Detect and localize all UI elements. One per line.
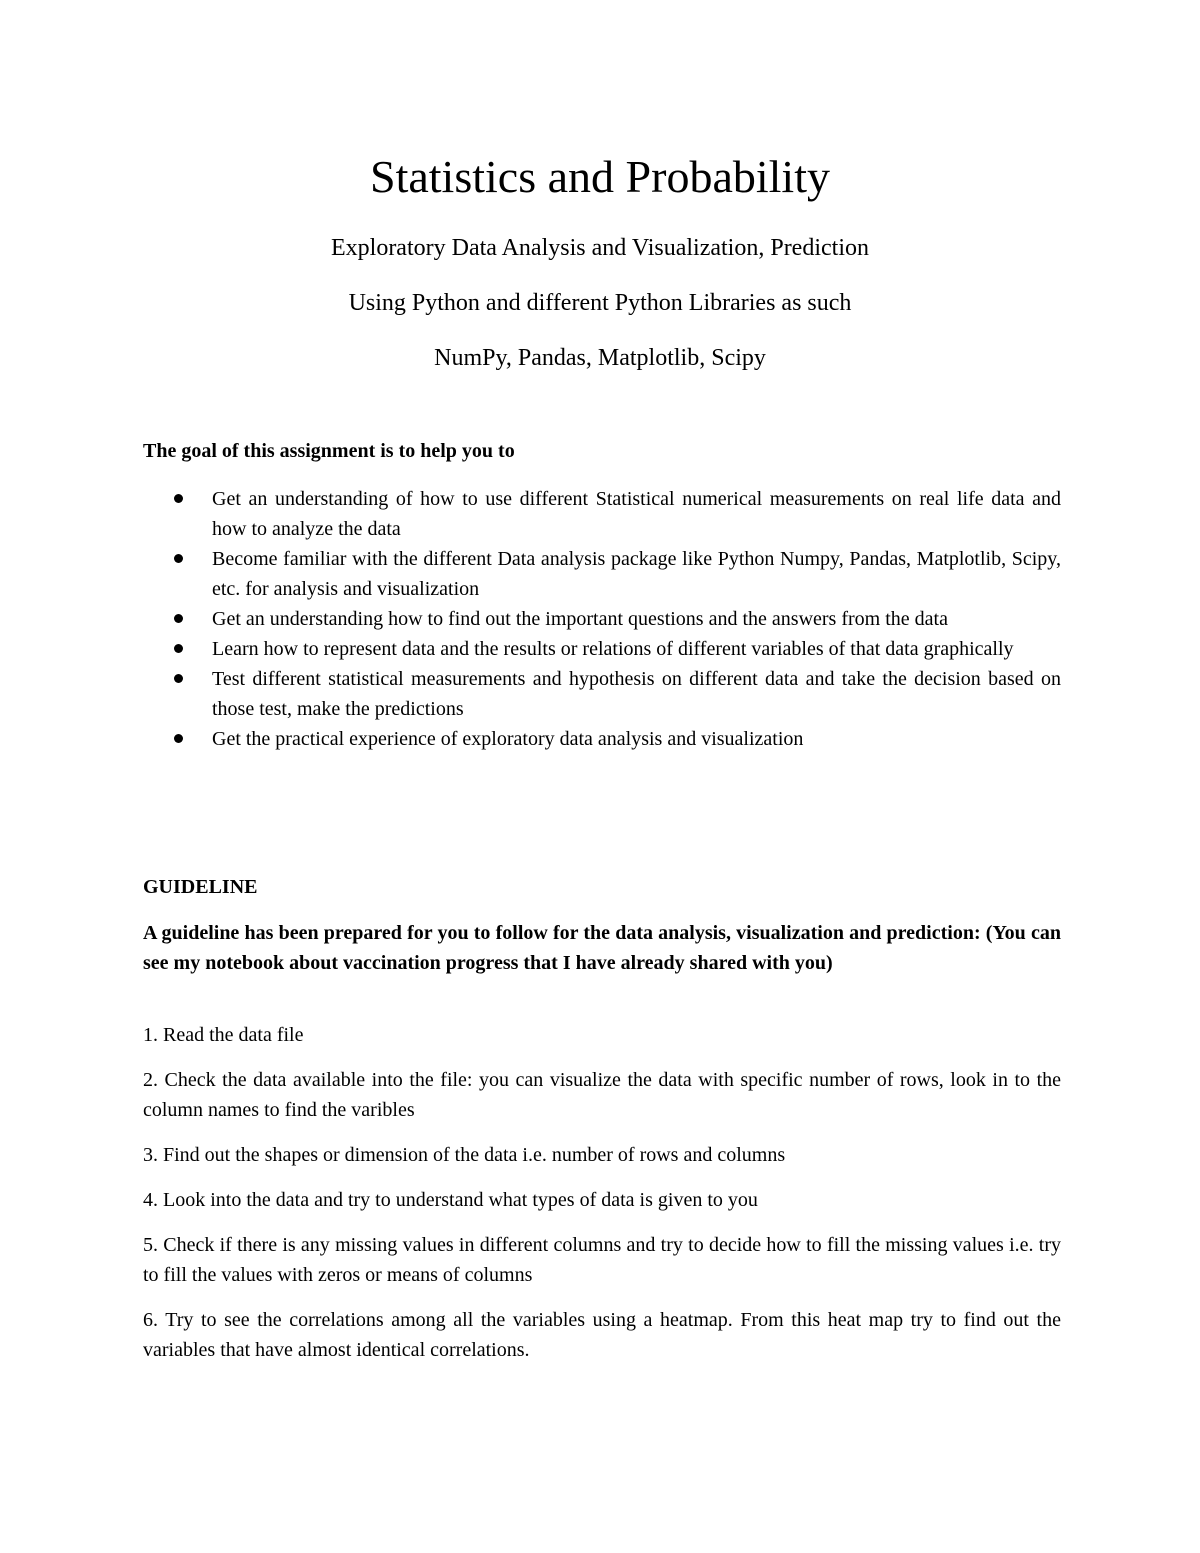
guideline-step: 1. Read the data file [143, 1024, 304, 1046]
guideline-step: 3. Find out the shapes or dimension of the data i.e. number of rows and columns [143, 1144, 786, 1166]
guideline-step: 5. Check if there is any missing values in different columns and try to decide how to fill the missing values i.e. try to fill the values with zeros or means of columns [143, 1234, 1061, 1286]
goal-item [143, 664, 1061, 724]
bullet-icon [174, 674, 183, 683]
subtitle-line-1: Exploratory Data Analysis and Visualization, Prediction [330, 235, 869, 261]
goal-item [143, 484, 1061, 544]
guideline-step: 2. Check the data available into the file: you can visualize the data with specific number of rows, look in to the column names to find the varibles [143, 1069, 1061, 1121]
goal-heading: The goal of this assignment is to help you to [143, 440, 515, 462]
goal-text: Learn how to represent data and the results or relations of different variables of that data graphically [212, 638, 1014, 660]
goal-text: Get an understanding of how to use different Statistical numerical measurements on real life data and how to analyze the data [212, 488, 1061, 540]
bullet-icon [174, 494, 183, 503]
goal-item [143, 634, 1061, 664]
guideline-step: 4. Look into the data and try to understand what types of data is given to you [143, 1189, 758, 1211]
goal-item [143, 604, 1061, 634]
bullet-icon [174, 614, 183, 623]
bullet-icon [174, 734, 183, 743]
guideline-intro: A guideline has been prepared for you to follow for the data analysis, visualization and prediction: (You can see my notebook about vaccination progress that I have already shared with you) [143, 922, 1061, 974]
guideline-heading: GUIDELINE [143, 876, 258, 898]
guideline-step: 6. Try to see the correlations among all the variables using a heatmap. From this heat map try to find out the variables that have almost identical correlations. [143, 1309, 1061, 1361]
goal-item [143, 724, 1061, 754]
subtitle-line-3: NumPy, Pandas, Matplotlib, Scipy [434, 345, 766, 371]
bullet-icon [174, 644, 183, 653]
goal-text: Test different statistical measurements and hypothesis on different data and take the decision based on those test, make the predictions [212, 668, 1061, 720]
bullet-icon [174, 554, 183, 563]
goal-item [143, 544, 1061, 604]
document-title: Statistics and Probability [370, 151, 830, 202]
goal-list [143, 484, 1061, 754]
goal-text: Become familiar with the different Data analysis package like Python Numpy, Pandas, Matplotlib, Scipy, etc. for analysis and visualization [212, 548, 1061, 600]
goal-text: Get the practical experience of exploratory data analysis and visualization [212, 728, 804, 750]
guideline-steps [143, 1020, 1061, 1380]
goal-text: Get an understanding how to find out the important questions and the answers from the data [212, 608, 948, 630]
subtitle-line-2: Using Python and different Python Libraries as such [348, 290, 852, 316]
